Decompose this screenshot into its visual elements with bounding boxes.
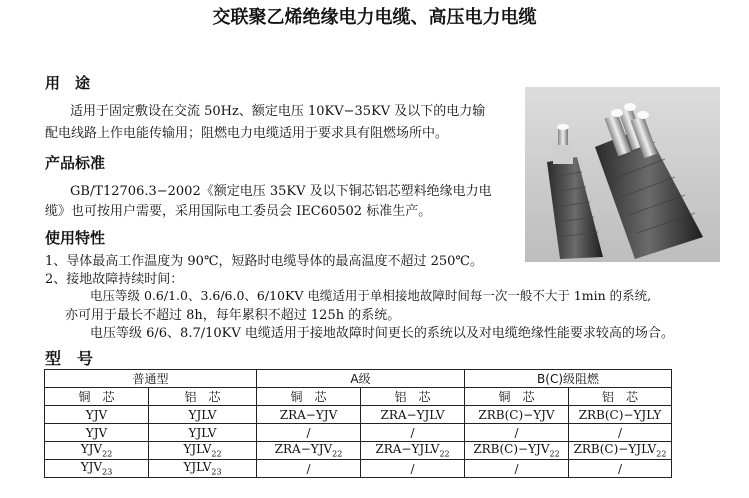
model-code: YJV — [80, 460, 103, 475]
table-cell — [361, 442, 465, 460]
model-code: ZRA−YJLV — [380, 407, 445, 422]
table-cell — [569, 406, 672, 424]
column-header: 铝 芯 — [361, 388, 465, 406]
group-header-bc-flame-retardant: B(C)级阻燃 — [465, 370, 672, 388]
model-table — [44, 369, 672, 478]
model-subscript: 23 — [211, 467, 222, 477]
table-cell — [257, 424, 361, 442]
usage-line-2: 配电线路上作电能传输用；阻燃电力电缆适用于要求具有阻燃场所中。 — [45, 126, 449, 141]
model-code: / — [618, 425, 623, 440]
model-subscript: 22 — [549, 449, 560, 459]
model-subscript: 22 — [102, 449, 113, 459]
characteristics-sub-1-line-1: 电压等级 0.6/1.0、3.6/6.0、6/10KV 电缆适用于单相接地故障时间每一次一般不大于 1min 的系统, — [90, 288, 652, 303]
model-code: / — [306, 461, 311, 476]
column-header: 铜 芯 — [45, 388, 149, 406]
group-header-row — [45, 370, 672, 388]
model-subscript: 22 — [211, 449, 222, 459]
column-header: 铝 芯 — [569, 388, 672, 406]
usage-heading: 用 途 — [45, 74, 91, 92]
table-cell — [257, 460, 361, 478]
table-cell — [465, 406, 569, 424]
table-cell — [465, 442, 569, 460]
table-cell — [361, 424, 465, 442]
usage-line-1: 适用于固定敷设在交流 50Hz、额定电压 10KV−35KV 及以下的电力输 — [70, 104, 486, 119]
model-code: YJV — [85, 407, 108, 422]
model-code: ZRB(C)−YJV — [478, 407, 555, 422]
model-code: / — [514, 461, 519, 476]
model-code: YJLV — [188, 425, 217, 440]
model-code: / — [410, 461, 415, 476]
characteristics-sub-1-line-2: 亦可用于最长不超过 8h，每年累积不超过 125h 的系统。 — [65, 308, 401, 323]
model-code: ZRB(C)−YJLV — [573, 442, 657, 457]
model-code: YJV — [85, 425, 108, 440]
model-code: ZRB(C)−YJV — [473, 442, 550, 457]
characteristics-heading: 使用特性 — [45, 229, 106, 247]
model-subscript: 22 — [656, 449, 667, 459]
model-heading: 型 号 — [45, 349, 94, 368]
table-cell — [465, 424, 569, 442]
table-cell — [149, 406, 257, 424]
table-cell — [149, 442, 257, 460]
cable-product-photo — [525, 87, 720, 262]
model-code: / — [410, 425, 415, 440]
model-code: / — [514, 425, 519, 440]
table-row — [45, 442, 672, 460]
column-header: 铜 芯 — [257, 388, 361, 406]
model-table-body — [45, 406, 672, 478]
characteristics-item-1: 1、导体最高工作温度为 90℃，短路时电缆导体的最高温度不超过 250℃。 — [45, 254, 483, 269]
standard-line-1: GB/T12706.3−2002《额定电压 35KV 及以下铜芯铝芯塑料绝缘电力电 — [70, 184, 492, 199]
standard-heading: 产品标准 — [45, 154, 106, 172]
table-cell — [257, 442, 361, 460]
table-cell — [361, 460, 465, 478]
table-cell — [45, 406, 149, 424]
table-cell — [569, 460, 672, 478]
table-cell — [149, 460, 257, 478]
table-row — [45, 460, 672, 478]
table-cell — [45, 442, 149, 460]
table-cell — [149, 424, 257, 442]
model-subscript: 22 — [332, 449, 343, 459]
table-cell — [569, 424, 672, 442]
model-code: ZRB(C)−YJLY — [578, 407, 662, 422]
table-cell — [45, 424, 149, 442]
table-cell — [257, 406, 361, 424]
standard-line-2: 缆》也可按用户需要，采用国际电工委员会 IEC60502 标准生产。 — [45, 204, 432, 219]
table-cell — [465, 460, 569, 478]
table-cell — [361, 406, 465, 424]
table-row — [45, 424, 672, 442]
characteristics-item-2: 2、接地故障持续时间： — [45, 272, 184, 287]
model-code: / — [618, 461, 623, 476]
column-header: 铜 芯 — [465, 388, 569, 406]
model-code: YJV — [80, 442, 103, 457]
model-code: / — [306, 425, 311, 440]
model-code: YJLV — [183, 442, 212, 457]
characteristics-sub-2: 电压等级 6/6、8.7/10KV 电缆适用于接地故障时间更长的系统以及对电缆绝缘性能要求较高的场合。 — [90, 326, 674, 341]
table-cell — [569, 442, 672, 460]
model-code: YJLV — [188, 407, 217, 422]
model-code: ZRA−YJLV — [375, 442, 440, 457]
column-header-row — [45, 388, 672, 406]
cable-image — [525, 87, 720, 262]
model-code: YJLV — [183, 460, 212, 475]
model-code: ZRA−YJV — [274, 442, 333, 457]
column-header: 铝 芯 — [149, 388, 257, 406]
model-code: ZRA−YJV — [279, 407, 338, 422]
group-header-standard: 普通型 — [45, 370, 257, 388]
page-title: 交联聚乙烯绝缘电力电缆、高压电力电缆 — [212, 7, 537, 28]
table-cell — [45, 460, 149, 478]
table-row — [45, 406, 672, 424]
group-header-a-class: A级 — [257, 370, 465, 388]
model-subscript: 22 — [439, 449, 450, 459]
model-subscript: 23 — [102, 467, 113, 477]
